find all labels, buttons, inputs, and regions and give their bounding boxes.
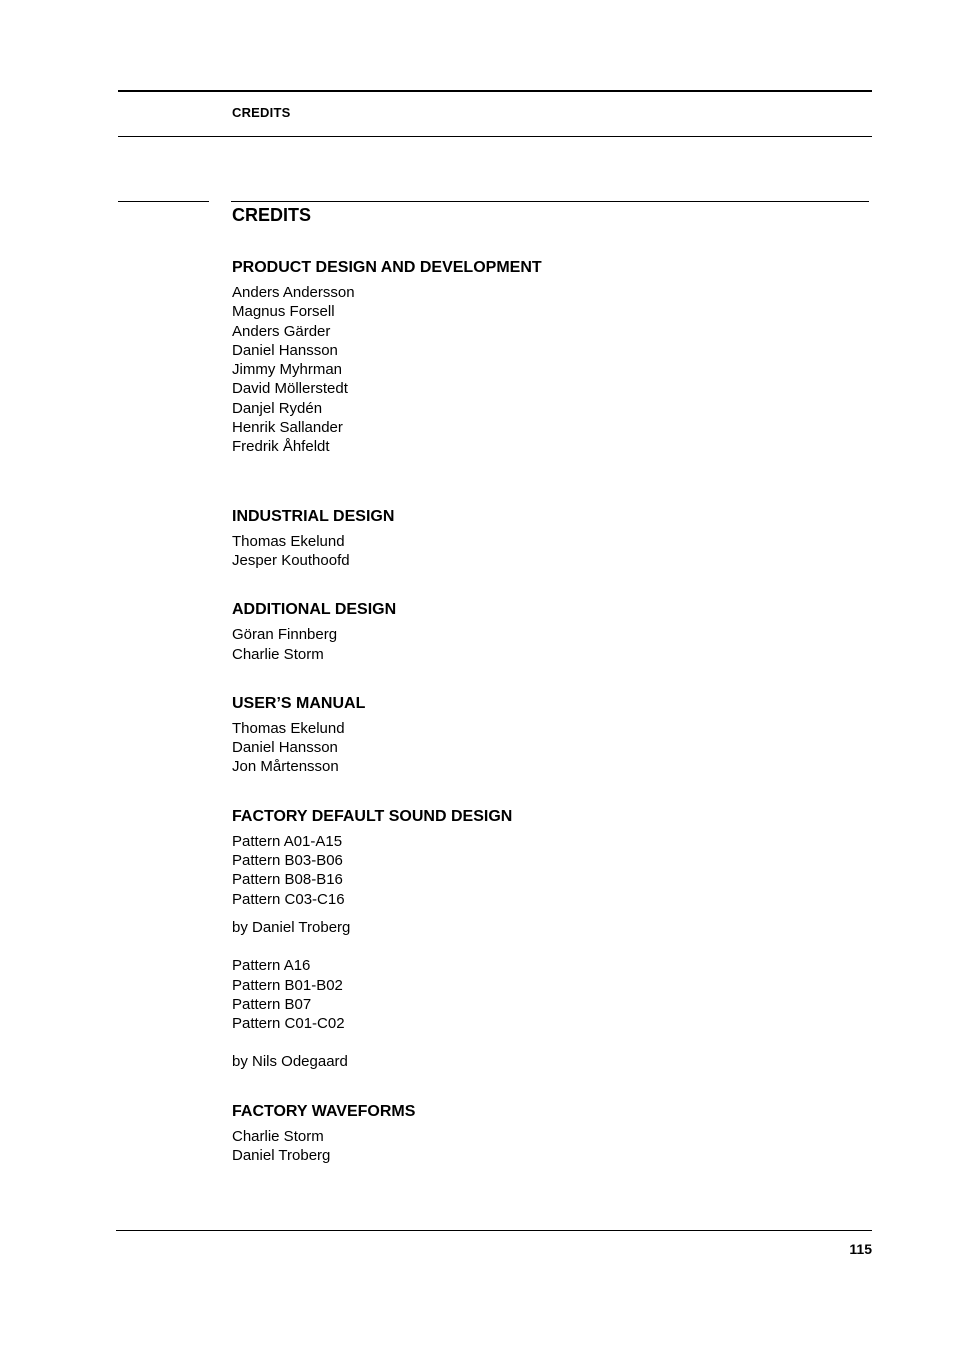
list-item: Pattern A01-A15 xyxy=(232,832,343,850)
list-item: Pattern C01-C02 xyxy=(232,1015,345,1033)
section-heading-factory-waveforms: FACTORY WAVEFORMS xyxy=(232,1102,416,1120)
list-item: Pattern B03-B06 xyxy=(232,852,343,870)
sound-design-credit-2: by Nils Odegaard xyxy=(232,1053,348,1071)
list-item: Daniel Hansson xyxy=(232,739,338,757)
section-heading-sound-design: FACTORY DEFAULT SOUND DESIGN xyxy=(232,807,513,825)
section-heading-industrial-design: INDUSTRIAL DESIGN xyxy=(232,507,395,525)
list-item: Pattern B08-B16 xyxy=(232,871,343,889)
margin-rule xyxy=(118,201,209,202)
list-item: David Möllerstedt xyxy=(232,380,348,398)
section-heading-users-manual: USER’S MANUAL xyxy=(232,694,366,712)
title-rule xyxy=(231,201,869,202)
list-item: Pattern C03-C16 xyxy=(232,890,345,908)
list-item: Fredrik Åhfeldt xyxy=(232,438,330,456)
list-item: Charlie Storm xyxy=(232,1127,324,1145)
list-item: Anders Gärder xyxy=(232,322,331,340)
list-item: Daniel Hansson xyxy=(232,341,338,359)
product-design-names xyxy=(232,283,832,457)
sound-design-group-2 xyxy=(232,956,832,1033)
list-item: Jon Mårtensson xyxy=(232,758,339,776)
list-item: Pattern B07 xyxy=(232,995,312,1013)
list-item: Jimmy Myhrman xyxy=(232,361,343,379)
header-bottom-rule xyxy=(118,136,872,137)
footer-rule xyxy=(116,1230,872,1231)
list-item: Anders Andersson xyxy=(232,284,355,301)
section-heading-additional-design: ADDITIONAL DESIGN xyxy=(232,601,397,619)
list-item: Magnus Forsell xyxy=(232,303,335,321)
credits-content xyxy=(232,258,832,1165)
list-item: Göran Finnberg xyxy=(232,626,338,644)
list-item: Charlie Storm xyxy=(232,645,324,663)
factory-waveforms-names xyxy=(232,1127,832,1166)
list-item: Pattern B01-B02 xyxy=(232,976,343,994)
section-heading-product-design: PRODUCT DESIGN AND DEVELOPMENT xyxy=(232,259,542,276)
additional-design-names xyxy=(232,625,832,664)
sound-design-group-1 xyxy=(232,832,832,909)
list-item: Henrik Sallander xyxy=(232,419,343,437)
industrial-design-names xyxy=(232,532,832,571)
page-title: CREDITS xyxy=(232,205,312,225)
list-item: Thomas Ekelund xyxy=(232,719,345,737)
users-manual-names xyxy=(232,719,832,777)
page-number: 115 xyxy=(849,1241,872,1257)
list-item: Danjel Rydén xyxy=(232,399,323,417)
list-item: Thomas Ekelund xyxy=(232,532,345,550)
list-item: Jesper Kouthoofd xyxy=(232,551,350,569)
running-head: CREDITS xyxy=(232,105,291,120)
list-item: Daniel Troberg xyxy=(232,1147,331,1165)
header-top-rule xyxy=(118,90,872,92)
list-item: Pattern A16 xyxy=(232,957,311,975)
sound-design-credit-1: by Daniel Troberg xyxy=(232,918,351,936)
